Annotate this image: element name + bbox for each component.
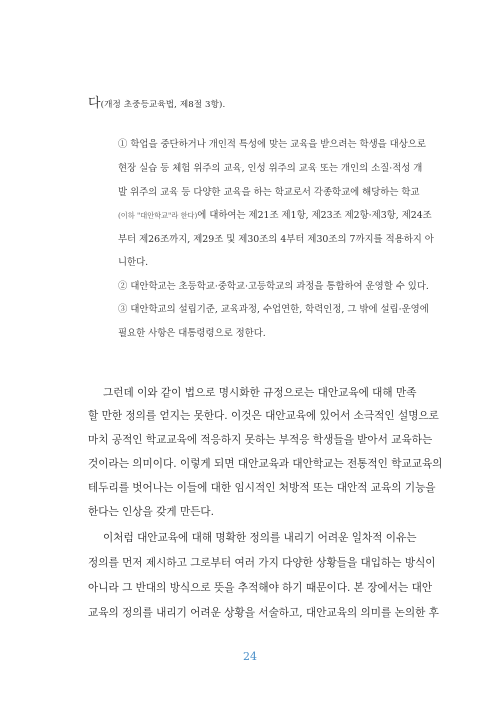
quote-line: 필요한 사항은 대통령령으로 정한다. (118, 328, 266, 339)
paragraph-line: 이처럼 대안교육에 대해 명확한 정의를 내리기 어려운 일차적 이유는 (103, 532, 417, 544)
paragraph-line: 한다는 인상을 갖게 만든다. (88, 506, 215, 518)
page-number: 24 (243, 650, 257, 663)
paragraph-line: 아니라 그 반대의 방식으로 뜻을 추적해야 하기 때문이다. 본 장에서는 대안 (88, 582, 433, 594)
quote-line: 부터 제26조까지, 제29조 및 제30조의 4부터 제30조의 7까지를 적용하지 아 (118, 234, 434, 245)
paragraph-line: 교육의 정의를 내리기 어려운 상황을 서술하고, 대안교육의 의미를 논의한 후 (88, 607, 439, 619)
quote-line: 니한다. (118, 257, 149, 268)
paragraph-line: 테두리를 벗어나는 이들에 대한 임시적인 처방적 또는 대안적 교육의 기능을 (88, 482, 436, 494)
quote-line: 현장 실습 등 체험 위주의 교육, 인성 위주의 교육 또는 개인의 소질·적성 개 (118, 163, 423, 174)
quote-line: ③ 대안학교의 설립기준, 교육과정, 수업연한, 학력인정, 그 밖에 설립·운영에 (118, 304, 429, 315)
paragraph-line: 마치 공적인 학교교육에 적응하지 못하는 부적응 학생들을 받아서 교육하는 (88, 434, 433, 446)
opening-line (88, 92, 225, 111)
quote-line-text: 에 대하여는 제21조 제1항, 제23조 제2항·제3항, 제24조 (197, 210, 432, 221)
quote-line: ② 대안학교는 초등학교·중학교·고등학교의 과정을 통합하여 운영할 수 있다. (118, 281, 429, 292)
quote-abbrev-note: (이하 "대안학교"라 한다) (118, 211, 198, 220)
paragraph-line: 정의를 먼저 제시하고 그로부터 여러 가지 다양한 상황들을 대입하는 방식이 (88, 557, 436, 569)
quote-line (118, 207, 432, 221)
opening-citation: (개정 초중등교육법, 제8절 3항). (100, 100, 226, 110)
quote-line: ① 학업을 중단하거나 개인적 특성에 맞는 교육을 받으려는 학생을 대상으로 (118, 139, 426, 150)
opening-char: 다 (88, 96, 101, 111)
quote-line: 발 위주의 교육 등 다양한 교육을 하는 학교로서 각종학교에 해당하는 학교 (118, 187, 420, 198)
paragraph-line: 것이라는 의미이다. 이렇게 되면 대안교육과 대안학교는 전통적인 학교교육의 (88, 458, 443, 470)
paragraph-line: 할 만한 정의를 얻지는 못한다. 이것은 대안교육에 있어서 소극적인 설명으로 (88, 410, 439, 422)
paragraph-line: 그런데 이와 같이 법으로 명시화한 규정으로는 대안교육에 대해 만족 (103, 387, 417, 399)
